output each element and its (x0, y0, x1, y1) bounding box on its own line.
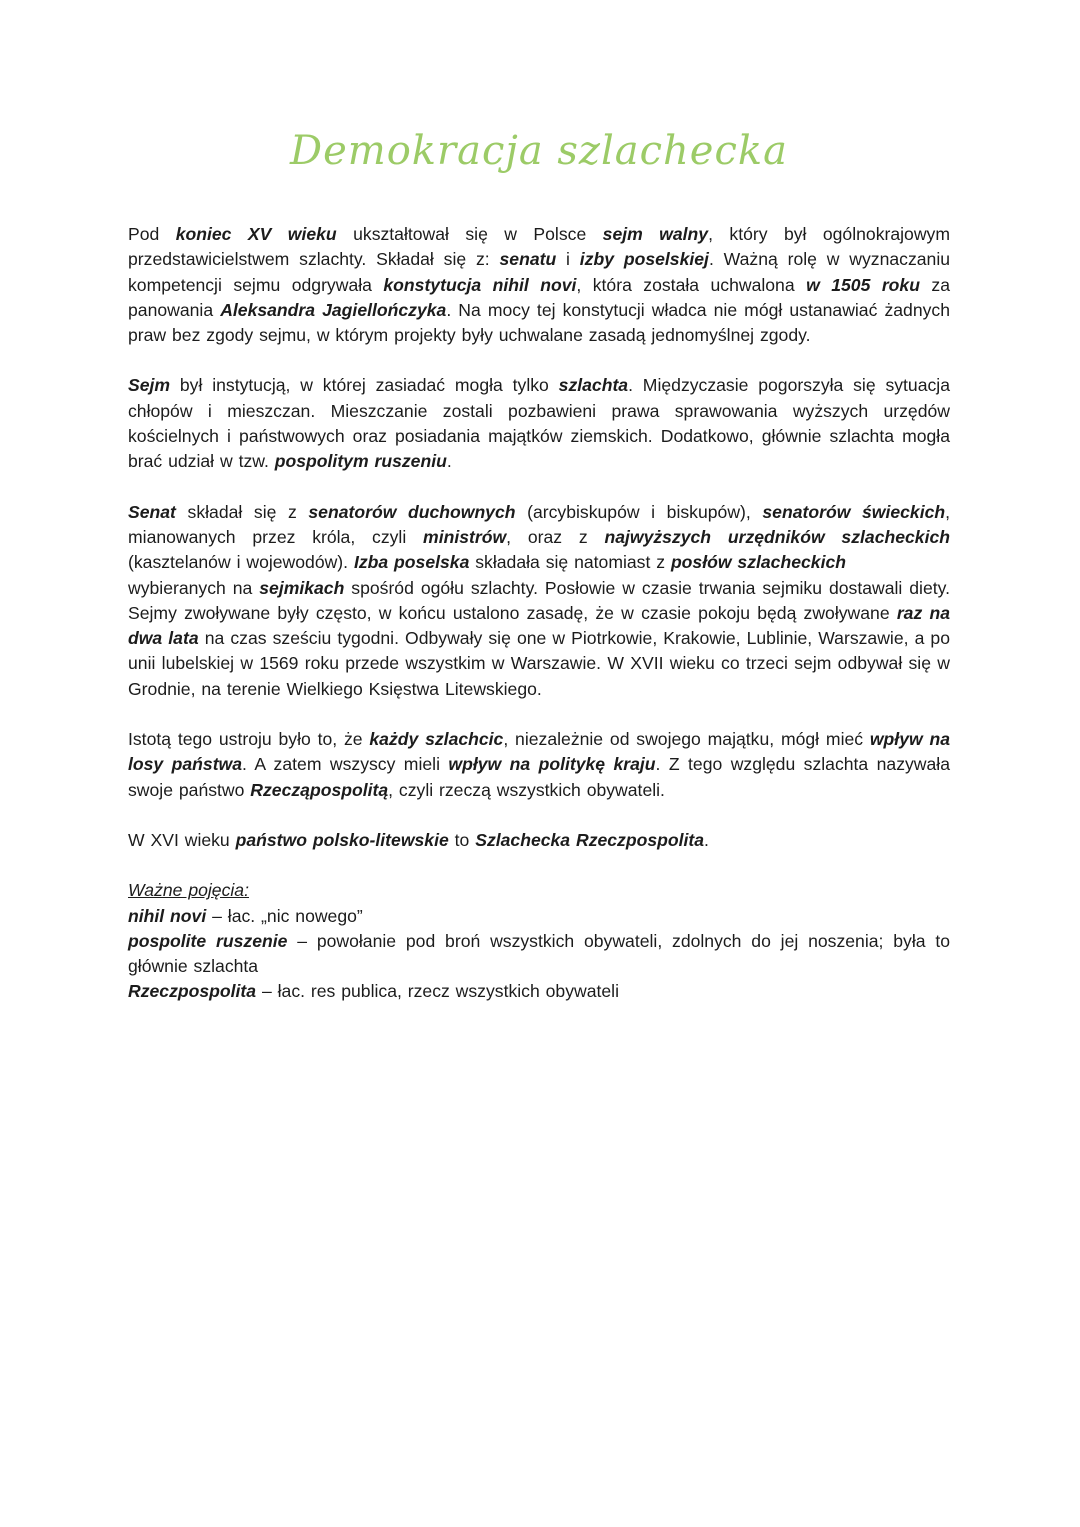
text-segment: składał się z (175, 501, 309, 522)
text-segment: W XVI wieku (128, 829, 236, 850)
text-segment: wpływ na losy państwa (128, 729, 951, 775)
text-segment: posłów szlacheckich (670, 552, 846, 573)
text-segment: to (448, 829, 476, 850)
text-segment: pospolite ruszenie (128, 930, 288, 951)
text-segment: Aleksandra Jagiellończyka (220, 299, 447, 320)
text-segment: – łac. „nic nowego” (206, 905, 363, 926)
text-segment: Szlachecka Rzeczpospolita (475, 829, 705, 850)
text-segment: senatu (499, 249, 557, 270)
text-segment: – łac. res publica, rzecz wszystkich obywateli (256, 981, 619, 1002)
text-segment: . Na mocy tej konstytucji władca nie mógł ustanawiać żadnych praw bez zgody sejmu, w którym projekty były uchwalane zasadą jednomyślnej zgody. (128, 299, 950, 346)
text-segment: . (704, 829, 709, 850)
paragraph-sejm (128, 373, 950, 474)
text-segment: , czyli rzeczą wszystkich obywateli. (388, 779, 665, 800)
text-segment: , który był ogólnokrajowym przedstawicielstwem szlachty. Składał się z: (128, 224, 950, 270)
paragraph-xvi-wiek (128, 828, 950, 853)
text-segment: w 1505 roku (806, 274, 920, 295)
text-segment: . (446, 451, 452, 472)
text-segment: spośród ogółu szlachty. Posłowie w czasie trwania sejmiku dostawali diety. Sejmy zwoływane były często, w końcu ustalono zasadę, że w czasie pokoju będą zwoływane (128, 577, 950, 623)
text-segment: szlachta (558, 375, 629, 396)
text-segment: sejmikach (259, 577, 345, 598)
text-segment: państwo polsko-litewskie (235, 829, 449, 850)
text-segment: Istotą tego ustroju było to, że (128, 729, 370, 750)
text-segment: raz na dwa lata (128, 602, 950, 649)
text-segment: pospolitym ruszeniu (274, 451, 447, 472)
text-segment: Senat (128, 501, 176, 522)
text-segment: każdy szlachcic (369, 729, 504, 750)
text-segment: sejm walny (602, 224, 709, 244)
text-segment: (kasztelanów i wojewodów). (128, 552, 354, 573)
text-segment: izby poselskiej (579, 249, 709, 270)
text-segment: . Ważną rolę w wyznaczaniu kompetencji sejmu odgrywała (128, 249, 951, 295)
text-segment: składała się natomiast z (469, 552, 671, 573)
text-segment: Rzeczpospolita (128, 981, 257, 1002)
text-segment: ukształtował się w Polsce (336, 224, 603, 244)
text-segment: był instytucją, w której zasiadać mogła tylko (170, 375, 559, 396)
text-segment: i (556, 249, 580, 270)
text-segment: Rzecząpospolitą (250, 779, 389, 800)
text-segment: Izba poselska (353, 552, 470, 573)
text-segment: najwyższych urzędników szlacheckich (604, 526, 950, 547)
paragraph-intro (128, 222, 950, 348)
text-segment: . Międzyczasie pogorszyła się sytuacja chłopów i mieszczan. Mieszczanie zostali pozbawieni prawa sprawowania wyższych urzędów kościelnych i państwowych oraz posiadania majątków ziemskich. Dodatkowo, głównie szlachta mogła brać udział w tzw. (128, 375, 950, 472)
paragraph-senat (128, 500, 950, 702)
text-segment: , oraz z (506, 526, 605, 547)
page-title: Demokracja szlachecka (290, 128, 788, 174)
text-segment: ministrów (423, 526, 507, 547)
text-segment: wpływ na politykę kraju (448, 754, 656, 775)
paragraph-wazne-pojecia (128, 878, 950, 1004)
text-segment: koniec XV wieku (175, 224, 337, 244)
text-segment: – powołanie pod broń wszystkich obywateli, zdolnych do jej noszenia; była to głównie szlachta (128, 930, 951, 977)
text-segment: Sejm (128, 375, 171, 396)
text-segment: Ważne pojęcia: (128, 880, 249, 901)
text-segment: nihil novi (128, 905, 207, 926)
text-segment: senatorów świeckich (762, 501, 946, 522)
text-segment: , która została uchwalona (576, 274, 807, 295)
text-segment: . Z tego względu szlachta nazywała swoje państwo (128, 754, 950, 800)
text-segment: na czas sześciu tygodni. Odbywały się one w Piotrkowie, Krakowie, Lublinie, Warszawie, a po unii lubelskiej w 1569 roku przede wszystkim w Warszawie. W XVII wieku co trzeci sejm odbywał się w Grodnie, na terenie Wielkiego Księstwa Litewskiego. (128, 628, 951, 699)
text-segment: Pod (128, 224, 176, 244)
text-segment: (arcybiskupów i biskupów), (515, 501, 763, 522)
paragraph-istota (128, 727, 950, 803)
text-segment: konstytucja nihil novi (383, 274, 577, 295)
text-segment: , niezależnie od swojego majątku, mógł mieć (503, 729, 870, 750)
text-segment: . A zatem wszyscy mieli (242, 754, 449, 775)
text-segment: senatorów duchownych (308, 501, 516, 522)
text-segment: , mianowanych przez króla, czyli (128, 501, 951, 547)
text-segment: wybieranych na (128, 577, 260, 598)
text-segment: za panowania (128, 274, 951, 320)
